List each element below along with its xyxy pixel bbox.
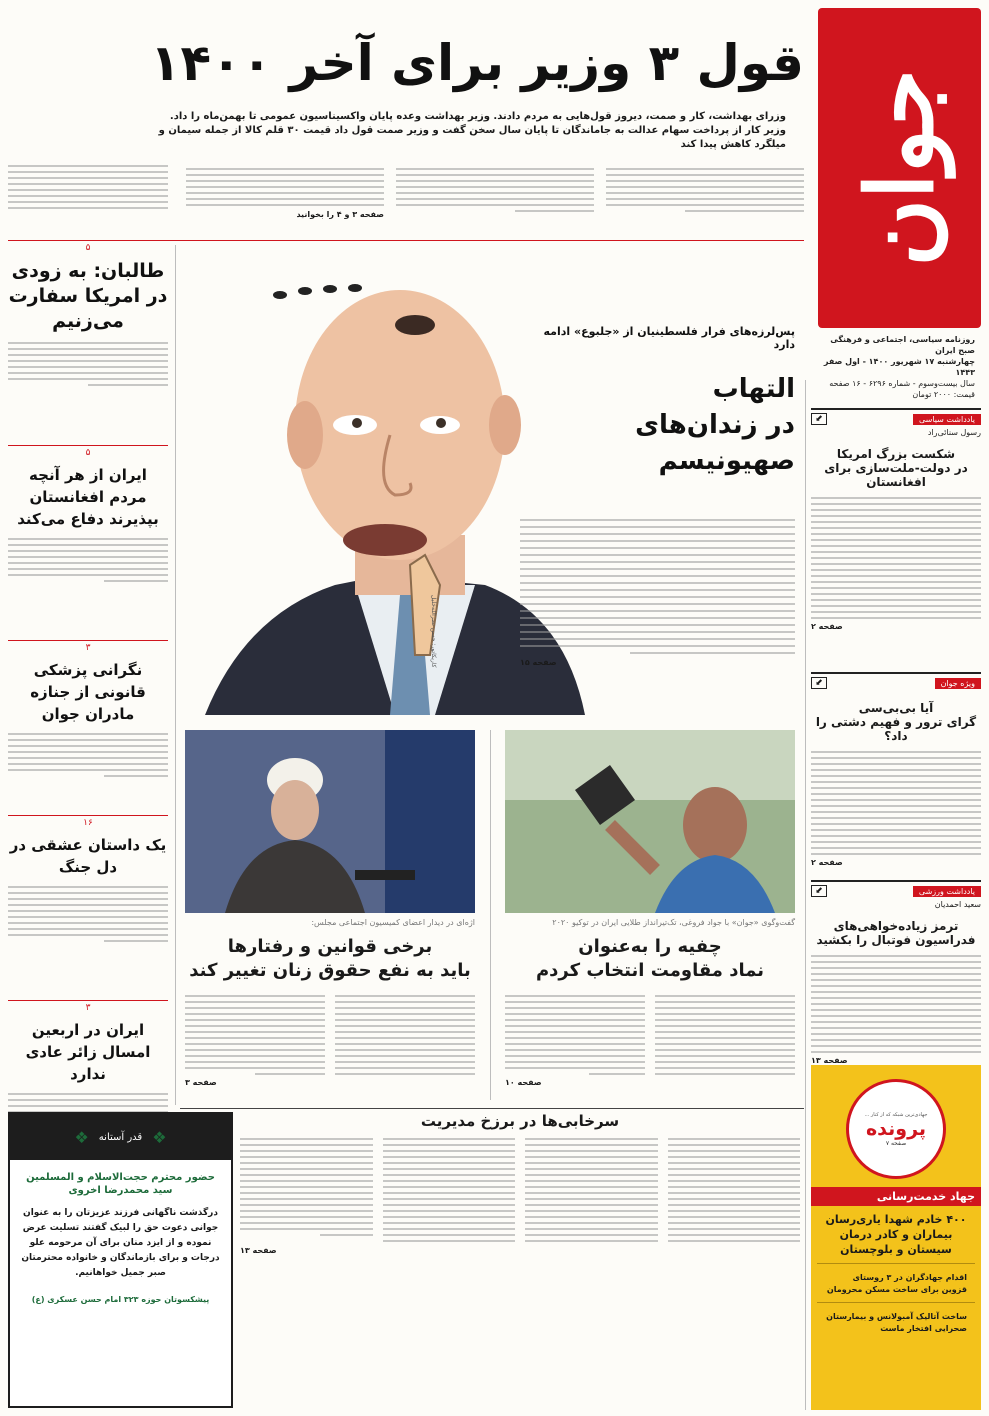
main-story-kicker: پس‌لرزه‌های فرار فلسطینیان از «جلبوع» ادامه دارد xyxy=(543,325,795,351)
note-special-header xyxy=(811,672,981,689)
story-official-title-2: باید به نفع حقوق زنان تغییر کند xyxy=(189,960,471,981)
left-item-3-page: ۳ xyxy=(8,640,168,653)
note-sports-ref: صفحه ۱۳ xyxy=(811,1056,848,1065)
parvande-badge-word: پرونده xyxy=(865,1117,927,1140)
note-special-title-1: آیا بی‌بی‌سی xyxy=(858,701,934,715)
photo-official xyxy=(185,730,475,913)
parvande-badge-top: جهادی‌ترین شبکه که از کنار ... xyxy=(864,1111,928,1118)
headline-sub-2: وزیر کار از پرداخت سهام عدالت به جاماندگان تا پایان سال سخن گفت و وزیر صمت قول داد قیمت ۳۰ قلم کالا از جمله سیمان و میلگرد کاهش پیدا کند xyxy=(158,125,786,150)
arrow-icon: ⬋ xyxy=(811,413,827,425)
logo xyxy=(818,8,981,328)
left-item-2-title: ایران از هر آنچه مردم افغانستان بپذیرند دفاع می‌کند xyxy=(17,466,159,528)
story-athlete-kicker: گفت‌وگوی «جوان» با جواد فروغی، تک‌تیرانداز طلایی ایران در توکیو ۲۰۲۰ xyxy=(552,918,795,927)
condolence-recipient-1: حضور محترم حجت‌الاسلام و المسلمین xyxy=(26,1172,215,1183)
note-political-header xyxy=(811,408,981,425)
photo-divider xyxy=(490,730,491,1100)
bottom-story-text-1 xyxy=(668,1138,801,1242)
condolence-header-text: قدر آستانه xyxy=(98,1131,143,1143)
info-line-1: روزنامه سیاسی، اجتماعی و فرهنگی صبح ایران xyxy=(830,335,975,355)
note-special-tag: ویژه جوان xyxy=(935,678,981,689)
left-item-4-title: یک داستان عشقی در دل جنگ xyxy=(9,836,167,876)
left-item-4-text xyxy=(8,886,168,942)
parvande-item-3: ساخت آتالیک آمبولانس و بیمارستان صحرایی افتخار ماست xyxy=(817,1302,975,1335)
lead-text-col-3 xyxy=(186,168,384,230)
arrow-icon: ⬋ xyxy=(811,885,827,897)
parvande-badge xyxy=(846,1079,946,1179)
note-sports-header xyxy=(811,880,981,897)
story-official-text-1 xyxy=(335,995,475,1075)
ornament-icon: ❖ xyxy=(152,1127,167,1147)
note-political-title-1: شکست بزرگ امریکا xyxy=(836,447,956,461)
left-item-3-title: نگرانی پزشکی قانونی از جنازه مادران جوان xyxy=(30,661,146,723)
left-item-2[interactable] xyxy=(8,445,168,582)
left-item-5-title: ایران در اربعین امسال زائر عادی ندارد xyxy=(25,1021,151,1083)
logo-text: جوان xyxy=(845,69,954,267)
masthead-info xyxy=(815,334,975,400)
note-sports[interactable] xyxy=(811,880,981,1065)
condolence-header xyxy=(10,1114,231,1160)
left-item-3-text xyxy=(8,733,168,777)
note-sports-author: سعید احمدیان xyxy=(934,900,981,909)
condolence-recipient-2: سید محمدرضا اخروی xyxy=(68,1185,173,1196)
left-item-1-page: ۵ xyxy=(8,240,168,253)
main-story[interactable] xyxy=(520,325,795,667)
note-special-text xyxy=(811,751,981,855)
condolence-body: درگذشت ناگهانی فرزند عزیزتان را به عنوان جوانی دعوت حق را لبیک گفتند تسلیت عرض نموده و از ایزد منان برای آن مرحومه علو درجات و برای بازماندگان و خانواده محترمتان صبر جمیل خواهانیم. xyxy=(21,1208,220,1278)
note-political[interactable] xyxy=(811,408,981,631)
story-official-text-2 xyxy=(185,995,325,1075)
story-athlete-title-2: نماد مقاومت انتخاب کردم xyxy=(535,960,765,981)
headline-sub-1: وزرای بهداشت، کار و صمت، دیروز قول‌هایی به مردم دادند. وزیر بهداشت وعده پایان واکسیناسیون عمومی تا بهمن‌ماه را داد. xyxy=(169,111,786,122)
bottom-story[interactable] xyxy=(240,1112,800,1412)
left-col-divider xyxy=(175,245,176,1105)
condolence-signature: پیشکسوتان حوزه ۳۲۳ امام حسن عسکری (ع) xyxy=(31,1295,210,1304)
parvande-bar: جهاد خدمت‌رسانی xyxy=(811,1187,981,1206)
lead-text-col-1 xyxy=(606,168,804,230)
left-item-5-page: ۳ xyxy=(8,1000,168,1013)
left-item-4[interactable] xyxy=(8,815,168,942)
parvande-item-1: ۴۰۰ خادم شهدا یاری‌رسان بیماران و کادر درمان سیستان و بلوچستان xyxy=(825,1213,967,1256)
lead-text-col-2 xyxy=(396,168,594,230)
bottom-story-text-2 xyxy=(525,1138,658,1242)
athlete-image xyxy=(505,730,795,913)
story-athlete[interactable] xyxy=(505,918,795,1087)
note-political-ref: صفحه ۲ xyxy=(811,622,843,631)
left-item-1[interactable] xyxy=(8,240,168,386)
official-image xyxy=(185,730,475,913)
note-sports-title-1: ترمز زیاده‌خواهی‌های xyxy=(833,919,959,933)
headline-block xyxy=(150,28,804,158)
bottom-story-text-3 xyxy=(383,1138,516,1242)
note-special-ref: صفحه ۲ xyxy=(811,858,843,867)
story-official-kicker: اژه‌ای در دیدار اعضای کمیسیون اجتماعی مجلس: xyxy=(311,918,475,927)
bottom-story-ref: صفحه ۱۳ xyxy=(240,1246,277,1255)
note-political-author: رسول سنائی‌راد xyxy=(927,428,981,437)
story-athlete-text-1 xyxy=(655,995,795,1075)
info-line-2: چهارشنبه ۱۷ شهریور ۱۴۰۰ - اول صفر ۱۴۴۳ xyxy=(823,357,975,377)
note-political-title-2: در دولت-ملت‌سازی برای افغانستان xyxy=(824,461,968,489)
left-item-1-title: طالبان: به زودی در امریکا سفارت می‌زنیم xyxy=(8,260,168,332)
main-story-text xyxy=(520,519,795,654)
ornament-icon: ❖ xyxy=(74,1127,89,1147)
note-special-title-2: گرای ترور و فهیم دشتی را داد؟ xyxy=(815,715,977,743)
arrow-icon: ⬋ xyxy=(811,677,827,689)
parvande-item-2: اقدام جهادگران در ۳ روستای قزوین برای ساخت مسکن محرومان xyxy=(817,1263,975,1296)
left-item-2-text xyxy=(8,538,168,582)
left-lead-text xyxy=(8,165,168,225)
note-sports-title-2: فدراسیون فوتبال را بکشید xyxy=(816,933,976,947)
bottom-story-text-4 xyxy=(240,1138,373,1242)
left-item-1-text xyxy=(8,342,168,386)
main-story-title-2: در زندان‌های صهیونیسم xyxy=(635,410,795,476)
left-item-3[interactable] xyxy=(8,640,168,777)
story-official-ref: صفحه ۳ xyxy=(185,1078,217,1087)
parvande-box[interactable] xyxy=(811,1065,981,1410)
headline-title: قول ۳ وزیر برای آخر ۱۴۰۰ xyxy=(150,34,804,92)
info-line-4: قیمت: ۲۰۰۰ تومان xyxy=(912,390,975,399)
story-athlete-title-1: چفیه را به‌عنوان xyxy=(578,936,722,957)
note-sports-tag: یادداشت ورزشی xyxy=(913,886,981,897)
story-official-title-1: برخی قوانین و رفتارها xyxy=(227,936,433,957)
note-political-tag: یادداشت سیاسی xyxy=(913,414,981,425)
left-item-2-page: ۵ xyxy=(8,445,168,458)
lead-ref: صفحه ۳ و ۴ را بخوانید xyxy=(296,210,384,219)
masthead xyxy=(818,8,981,328)
note-special[interactable] xyxy=(811,672,981,867)
bottom-story-title: سرخابی‌ها در برزخ مدیریت xyxy=(420,1112,620,1130)
story-athlete-ref: صفحه ۱۰ xyxy=(505,1078,542,1087)
note-sports-text xyxy=(811,955,981,1053)
parvande-badge-bottom: صفحه ۷ xyxy=(885,1139,907,1147)
info-line-3: سال بیست‌وسوم - شماره ۶۲۹۶ - ۱۶ صفحه xyxy=(829,379,975,388)
cartoon-credit: کاریکاتور: حسن نصرالله‌خلیل xyxy=(430,595,437,668)
story-athlete-text-2 xyxy=(505,995,645,1075)
story-official[interactable] xyxy=(185,918,475,1087)
bottom-divider xyxy=(180,1108,804,1109)
photo-athlete xyxy=(505,730,795,913)
note-political-text xyxy=(811,497,981,619)
left-item-4-page: ۱۶ xyxy=(8,815,168,828)
main-story-title-1: التهاب xyxy=(712,374,795,404)
main-story-ref: صفحه ۱۵ xyxy=(520,658,557,667)
condolence-box xyxy=(8,1112,233,1408)
right-col-divider xyxy=(805,380,806,1410)
